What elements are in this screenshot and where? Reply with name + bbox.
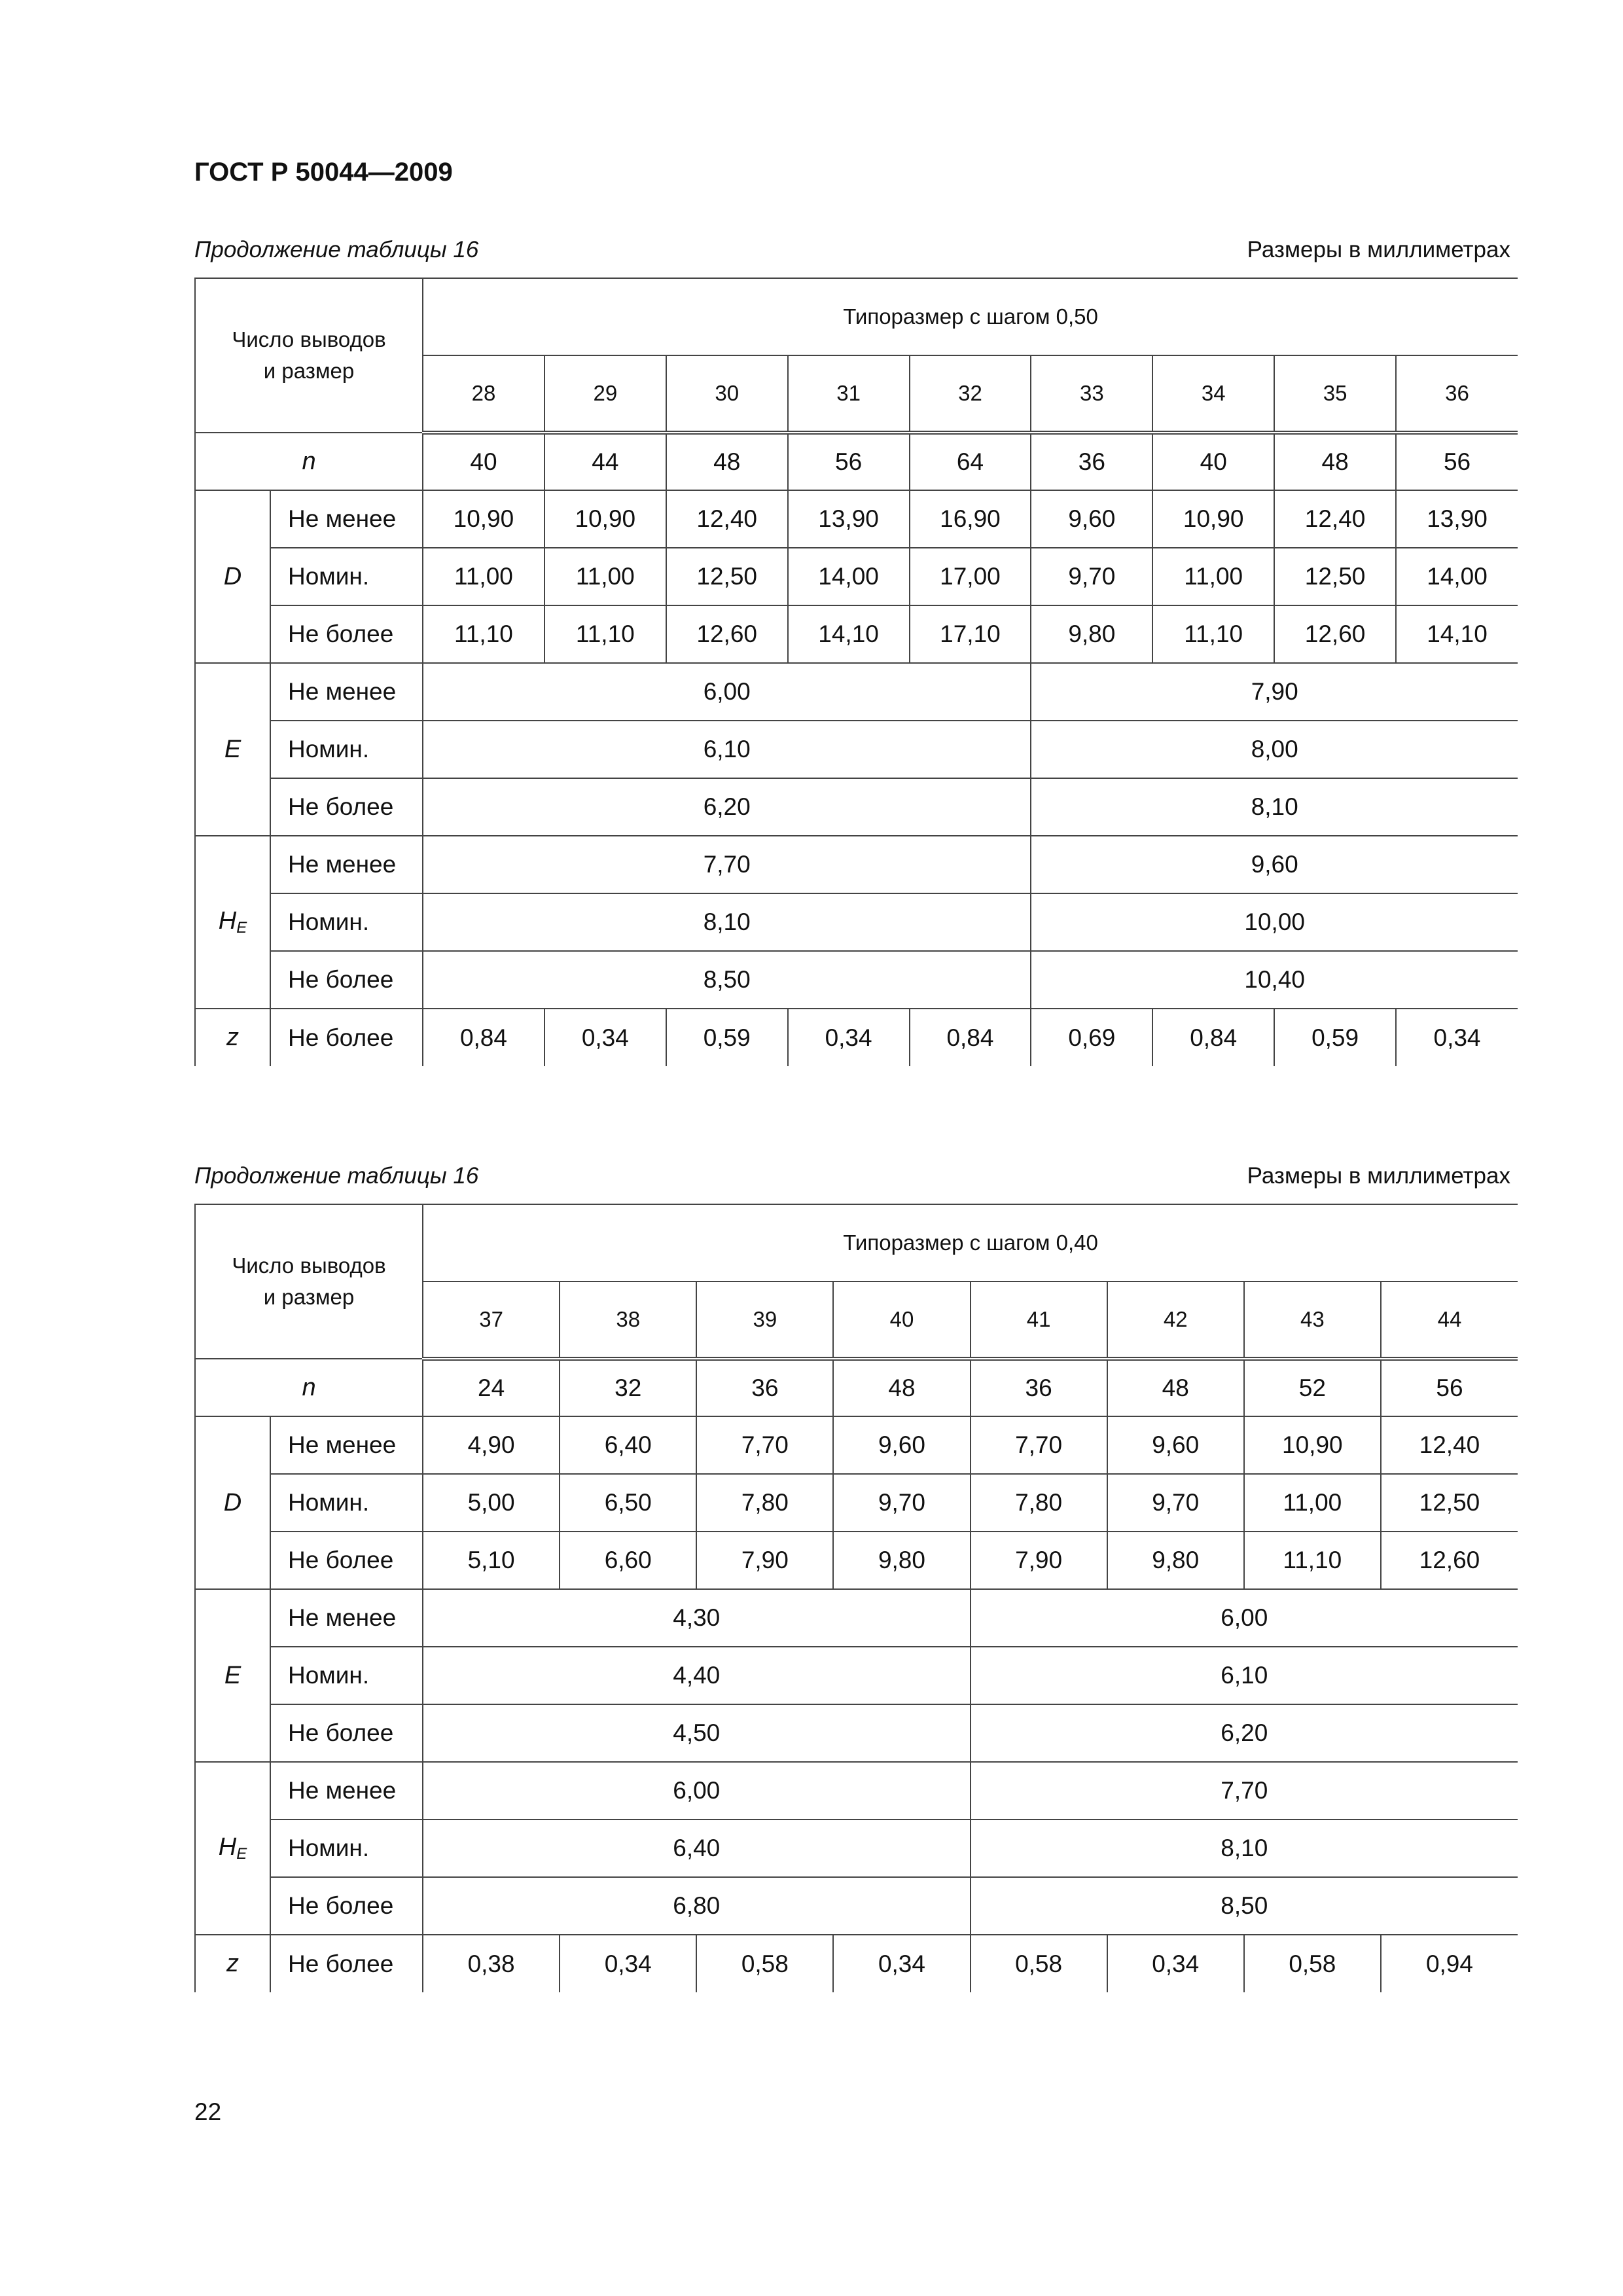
HE-value-left: 6,40 [423, 1820, 971, 1877]
size-header-cell: 29 [544, 355, 666, 433]
row-HE-max [195, 951, 1518, 1009]
limit-label-max: Не более [270, 778, 423, 836]
size-header-cell: 43 [1244, 1282, 1381, 1359]
size-header-cell: 38 [560, 1282, 696, 1359]
D-value-cell: 12,40 [666, 490, 788, 548]
z-value-cell: 0,59 [666, 1009, 788, 1066]
D-value-cell: 12,40 [1381, 1416, 1518, 1474]
symbol-subscript: E [236, 919, 247, 937]
D-value-cell: 7,90 [971, 1532, 1107, 1589]
size-group-header: Типоразмер с шагом 0,40 [423, 1204, 1518, 1282]
D-value-cell: 7,80 [696, 1474, 833, 1532]
limit-label-nom: Номин. [270, 548, 423, 605]
row-z [195, 1009, 1518, 1066]
size-header-cell: 31 [788, 355, 910, 433]
n-value-cell: 32 [560, 1359, 696, 1416]
HE-value-left: 8,50 [423, 951, 1031, 1009]
header-row [195, 1204, 1518, 1282]
symbol-letter: E [224, 1661, 241, 1689]
D-value-cell: 11,00 [1244, 1474, 1381, 1532]
D-value-cell: 9,60 [833, 1416, 970, 1474]
D-value-cell: 11,10 [1152, 605, 1274, 663]
row-z [195, 1935, 1518, 1992]
limit-label-max: Не более [270, 605, 423, 663]
D-value-cell: 7,70 [971, 1416, 1107, 1474]
size-header-cell: 34 [1152, 355, 1274, 433]
n-value-cell: 36 [696, 1359, 833, 1416]
symbol-D: D [195, 490, 270, 663]
D-value-cell: 12,60 [1274, 605, 1396, 663]
table-caption [194, 1164, 1510, 1187]
z-value-cell: 0,34 [1107, 1935, 1244, 1992]
HE-value-left: 6,80 [423, 1877, 971, 1935]
row-HE-min [195, 836, 1518, 893]
HE-value-right: 9,60 [1031, 836, 1518, 893]
limit-label-max: Не более [270, 1532, 423, 1589]
z-value-cell: 0,94 [1381, 1935, 1518, 1992]
dimensions-table-pitch-040 [194, 1204, 1518, 1992]
z-value-cell: 0,58 [971, 1935, 1107, 1992]
D-value-cell: 10,90 [544, 490, 666, 548]
n-value-cell: 56 [1381, 1359, 1518, 1416]
corner-header-cell [195, 278, 423, 433]
E-value-left: 4,40 [423, 1647, 971, 1704]
D-value-cell: 17,00 [910, 548, 1031, 605]
symbol-z: z [195, 1935, 270, 1992]
D-value-cell: 11,10 [423, 605, 544, 663]
D-value-cell: 12,40 [1274, 490, 1396, 548]
limit-label-max: Не более [270, 1877, 423, 1935]
D-value-cell: 7,80 [971, 1474, 1107, 1532]
D-value-cell: 12,60 [666, 605, 788, 663]
size-header-cell: 39 [696, 1282, 833, 1359]
size-header-cell: 32 [910, 355, 1031, 433]
row-E-min [195, 663, 1518, 721]
row-HE-max [195, 1877, 1518, 1935]
n-value-cell: 36 [1031, 433, 1152, 490]
dimensions-table-pitch-050 [194, 278, 1518, 1066]
z-value-cell: 0,84 [1152, 1009, 1274, 1066]
D-value-cell: 10,90 [423, 490, 544, 548]
D-value-cell: 7,70 [696, 1416, 833, 1474]
z-value-cell: 0,69 [1031, 1009, 1152, 1066]
row-D-nom [195, 548, 1518, 605]
D-value-cell: 12,50 [1381, 1474, 1518, 1532]
limit-label-min: Не менее [270, 1589, 423, 1647]
table-continuation-label: Продолжение таблицы 16 [194, 1163, 479, 1189]
HE-value-right: 7,70 [971, 1762, 1518, 1820]
row-E-min [195, 1589, 1518, 1647]
size-header-cell: 42 [1107, 1282, 1244, 1359]
limit-label-max: Не более [270, 951, 423, 1009]
limit-label-max: Не более [270, 1704, 423, 1762]
symbol-letter: H [218, 1833, 237, 1861]
size-header-cell: 37 [423, 1282, 560, 1359]
D-value-cell: 9,80 [1107, 1532, 1244, 1589]
limit-label-nom: Номин. [270, 721, 423, 778]
E-value-left: 6,10 [423, 721, 1031, 778]
document-title: ГОСТ Р 50044—2009 [194, 158, 453, 187]
z-value-cell: 0,34 [1396, 1009, 1518, 1066]
D-value-cell: 10,90 [1244, 1416, 1381, 1474]
row-E-max [195, 1704, 1518, 1762]
limit-label-nom: Номин. [270, 1474, 423, 1532]
n-value-cell: 48 [666, 433, 788, 490]
HE-value-left: 8,10 [423, 893, 1031, 951]
page-number: 22 [194, 2098, 222, 2125]
row-HE-min [195, 1762, 1518, 1820]
D-value-cell: 9,70 [1107, 1474, 1244, 1532]
D-value-cell: 11,10 [1244, 1532, 1381, 1589]
header-label-line: Число выводов [232, 327, 386, 352]
E-value-right: 6,20 [971, 1704, 1518, 1762]
symbol-subscript: E [236, 1845, 247, 1863]
z-value-cell: 0,38 [423, 1935, 560, 1992]
header-label-line: и размер [263, 359, 355, 383]
D-value-cell: 9,70 [833, 1474, 970, 1532]
z-value-cell: 0,84 [910, 1009, 1031, 1066]
D-value-cell: 16,90 [910, 490, 1031, 548]
row-D-max [195, 1532, 1518, 1589]
limit-label-min: Не менее [270, 1416, 423, 1474]
z-value-cell: 0,58 [696, 1935, 833, 1992]
D-value-cell: 11,10 [544, 605, 666, 663]
E-value-right: 8,00 [1031, 721, 1518, 778]
row-E-nom [195, 721, 1518, 778]
limit-label-nom: Номин. [270, 1820, 423, 1877]
limit-label-nom: Номин. [270, 1647, 423, 1704]
n-value-cell: 56 [1396, 433, 1518, 490]
E-value-right: 6,10 [971, 1647, 1518, 1704]
n-value-cell: 48 [833, 1359, 970, 1416]
limit-label-nom: Номин. [270, 893, 423, 951]
row-D-max [195, 605, 1518, 663]
D-value-cell: 9,80 [833, 1532, 970, 1589]
row-HE-nom [195, 1820, 1518, 1877]
z-value-cell: 0,34 [560, 1935, 696, 1992]
E-value-right: 7,90 [1031, 663, 1518, 721]
D-value-cell: 11,00 [1152, 548, 1274, 605]
E-value-left: 4,30 [423, 1589, 971, 1647]
row-n [195, 1359, 1518, 1416]
z-value-cell: 0,59 [1274, 1009, 1396, 1066]
symbol-HE [195, 1762, 270, 1935]
D-value-cell: 14,10 [788, 605, 910, 663]
D-value-cell: 9,60 [1107, 1416, 1244, 1474]
n-value-cell: 36 [971, 1359, 1107, 1416]
n-value-cell: 52 [1244, 1359, 1381, 1416]
n-value-cell: 56 [788, 433, 910, 490]
D-value-cell: 11,00 [423, 548, 544, 605]
E-value-right: 6,00 [971, 1589, 1518, 1647]
limit-label-max: Не более [270, 1935, 423, 1992]
table-continuation-label: Продолжение таблицы 16 [194, 237, 479, 262]
D-value-cell: 5,10 [423, 1532, 560, 1589]
size-header-cell: 35 [1274, 355, 1396, 433]
z-value-cell: 0,34 [833, 1935, 970, 1992]
symbol-letter: H [218, 907, 237, 935]
D-value-cell: 12,50 [1274, 548, 1396, 605]
size-header-cell: 40 [833, 1282, 970, 1359]
D-value-cell: 14,00 [788, 548, 910, 605]
size-header-cell: 44 [1381, 1282, 1518, 1359]
z-value-cell: 0,34 [788, 1009, 910, 1066]
size-header-cell: 36 [1396, 355, 1518, 433]
D-value-cell: 12,60 [1381, 1532, 1518, 1589]
D-value-cell: 6,50 [560, 1474, 696, 1532]
table-units-label: Размеры в миллиметрах [1247, 237, 1510, 262]
z-value-cell: 0,58 [1244, 1935, 1381, 1992]
D-value-cell: 11,00 [544, 548, 666, 605]
D-value-cell: 14,00 [1396, 548, 1518, 605]
D-value-cell: 9,60 [1031, 490, 1152, 548]
symbol-E [195, 663, 270, 836]
row-E-nom [195, 1647, 1518, 1704]
symbol-HE [195, 836, 270, 1009]
n-value-cell: 64 [910, 433, 1031, 490]
D-value-cell: 12,50 [666, 548, 788, 605]
size-header-cell: 28 [423, 355, 544, 433]
D-value-cell: 13,90 [788, 490, 910, 548]
symbol-letter: E [224, 735, 241, 763]
limit-label-min: Не менее [270, 663, 423, 721]
HE-value-right: 8,10 [971, 1820, 1518, 1877]
D-value-cell: 9,80 [1031, 605, 1152, 663]
D-value-cell: 13,90 [1396, 490, 1518, 548]
corner-header-cell [195, 1204, 423, 1359]
table-caption [194, 238, 1510, 261]
row-HE-nom [195, 893, 1518, 951]
z-value-cell: 0,34 [544, 1009, 666, 1066]
row-E-max [195, 778, 1518, 836]
HE-value-right: 10,40 [1031, 951, 1518, 1009]
D-value-cell: 10,90 [1152, 490, 1274, 548]
E-value-left: 6,20 [423, 778, 1031, 836]
row-D-min [195, 490, 1518, 548]
E-value-right: 8,10 [1031, 778, 1518, 836]
limit-label-min: Не менее [270, 1762, 423, 1820]
n-value-cell: 40 [1152, 433, 1274, 490]
HE-value-right: 10,00 [1031, 893, 1518, 951]
symbol-E [195, 1589, 270, 1762]
limit-label-min: Не менее [270, 836, 423, 893]
HE-value-left: 7,70 [423, 836, 1031, 893]
symbol-D: D [195, 1416, 270, 1589]
HE-value-left: 6,00 [423, 1762, 971, 1820]
symbol-n: n [195, 1359, 423, 1416]
D-value-cell: 7,90 [696, 1532, 833, 1589]
D-value-cell: 4,90 [423, 1416, 560, 1474]
size-group-header: Типоразмер с шагом 0,50 [423, 278, 1518, 355]
n-value-cell: 48 [1274, 433, 1396, 490]
D-value-cell: 6,40 [560, 1416, 696, 1474]
size-header-cell: 41 [971, 1282, 1107, 1359]
row-D-nom [195, 1474, 1518, 1532]
row-n [195, 433, 1518, 490]
header-label-line: и размер [263, 1285, 355, 1309]
limit-label-max: Не более [270, 1009, 423, 1066]
E-value-left: 4,50 [423, 1704, 971, 1762]
header-label-line: Число выводов [232, 1253, 386, 1278]
header-row [195, 278, 1518, 355]
row-D-min [195, 1416, 1518, 1474]
D-value-cell: 5,00 [423, 1474, 560, 1532]
n-value-cell: 44 [544, 433, 666, 490]
n-value-cell: 48 [1107, 1359, 1244, 1416]
size-header-cell: 33 [1031, 355, 1152, 433]
table-units-label: Размеры в миллиметрах [1247, 1163, 1510, 1189]
n-value-cell: 24 [423, 1359, 560, 1416]
limit-label-min: Не менее [270, 490, 423, 548]
D-value-cell: 6,60 [560, 1532, 696, 1589]
n-value-cell: 40 [423, 433, 544, 490]
D-value-cell: 17,10 [910, 605, 1031, 663]
D-value-cell: 14,10 [1396, 605, 1518, 663]
symbol-z: z [195, 1009, 270, 1066]
E-value-left: 6,00 [423, 663, 1031, 721]
z-value-cell: 0,84 [423, 1009, 544, 1066]
size-header-cell: 30 [666, 355, 788, 433]
D-value-cell: 9,70 [1031, 548, 1152, 605]
HE-value-right: 8,50 [971, 1877, 1518, 1935]
symbol-n: n [195, 433, 423, 490]
